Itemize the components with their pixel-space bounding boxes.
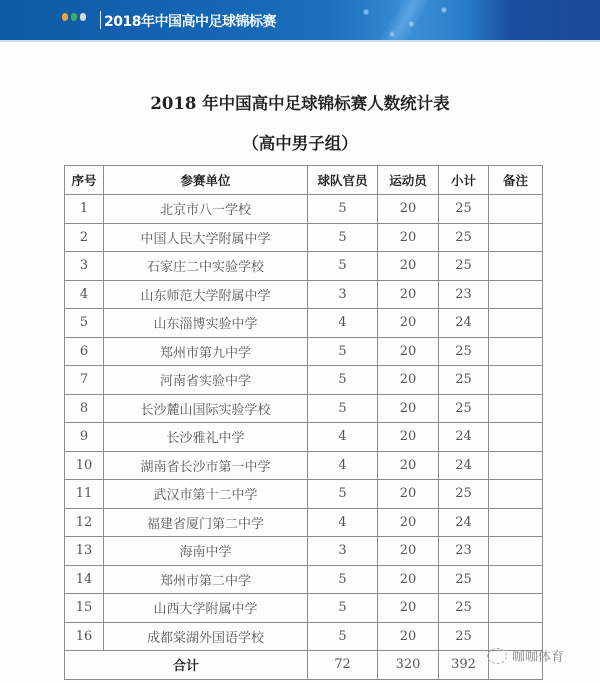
cell-unit: 郑州市第九中学: [104, 337, 308, 366]
table-total-row: [65, 651, 543, 680]
column-header-athletes: 运动员: [378, 166, 439, 195]
cell-note: [489, 594, 543, 623]
cell-unit: 石家庄二中实验学校: [104, 252, 308, 281]
cell-subtotal: 25: [439, 337, 489, 366]
cell-note: [489, 451, 543, 480]
cell-athletes: 20: [378, 252, 439, 281]
cell-athletes: 20: [378, 280, 439, 309]
table-row: [65, 423, 543, 452]
cell-no: 7: [65, 366, 104, 395]
cell-officials: 5: [308, 223, 378, 252]
cell-unit: 武汉市第十二中学: [104, 480, 308, 509]
cell-note: [489, 565, 543, 594]
cell-no: 3: [65, 252, 104, 281]
cell-officials: 5: [308, 366, 378, 395]
table-row: [65, 337, 543, 366]
cell-note: [489, 280, 543, 309]
cell-unit: 中国人民大学附属中学: [104, 223, 308, 252]
cell-unit: 河南省实验中学: [104, 366, 308, 395]
column-header-unit: 参赛单位: [104, 166, 308, 195]
cell-athletes: 20: [378, 622, 439, 651]
cell-note: [489, 337, 543, 366]
cell-subtotal: 23: [439, 280, 489, 309]
cell-officials: 5: [308, 337, 378, 366]
cell-officials: 5: [308, 565, 378, 594]
cell-subtotal: 25: [439, 394, 489, 423]
cell-unit: 成都棠湖外国语学校: [104, 622, 308, 651]
cell-note: [489, 423, 543, 452]
total-officials: 72: [308, 651, 378, 680]
cell-unit: 山东淄博实验中学: [104, 309, 308, 338]
cell-athletes: 20: [378, 309, 439, 338]
table-row: [65, 508, 543, 537]
cell-athletes: 20: [378, 451, 439, 480]
cell-no: 16: [65, 622, 104, 651]
table-row: [65, 565, 543, 594]
cell-athletes: 20: [378, 423, 439, 452]
table-row: [65, 394, 543, 423]
cell-subtotal: 25: [439, 223, 489, 252]
cell-subtotal: 24: [439, 451, 489, 480]
cell-athletes: 20: [378, 594, 439, 623]
table-row: [65, 537, 543, 566]
cell-subtotal: 25: [439, 480, 489, 509]
cell-note: [489, 309, 543, 338]
cell-subtotal: 25: [439, 195, 489, 224]
cell-unit: 福建省厦门第二中学: [104, 508, 308, 537]
cell-athletes: 20: [378, 366, 439, 395]
cell-no: 13: [65, 537, 104, 566]
cell-note: [489, 394, 543, 423]
cell-officials: 4: [308, 423, 378, 452]
watermark: [487, 646, 564, 665]
cell-subtotal: 24: [439, 423, 489, 452]
table-row: [65, 280, 543, 309]
table-header-row: [65, 166, 543, 195]
cell-unit: 湖南省长沙市第一中学: [104, 451, 308, 480]
cell-note: [489, 480, 543, 509]
document-title: 2018 年中国高中足球锦标赛人数统计表: [150, 94, 450, 113]
cell-officials: 5: [308, 594, 378, 623]
cell-no: 1: [65, 195, 104, 224]
cell-athletes: 20: [378, 337, 439, 366]
table-row: [65, 451, 543, 480]
cell-subtotal: 24: [439, 309, 489, 338]
cell-officials: 4: [308, 451, 378, 480]
cell-unit: 海南中学: [104, 537, 308, 566]
column-header-no: 序号: [65, 166, 104, 195]
cell-note: [489, 537, 543, 566]
table-row: [65, 594, 543, 623]
cell-athletes: 20: [378, 565, 439, 594]
cell-no: 15: [65, 594, 104, 623]
table-row: [65, 195, 543, 224]
cell-subtotal: 25: [439, 594, 489, 623]
banner-title: 2018年中国高中足球锦标赛: [104, 14, 276, 30]
cell-unit: 山东师范大学附属中学: [104, 280, 308, 309]
cell-no: 2: [65, 223, 104, 252]
cell-unit: 长沙麓山国际实验学校: [104, 394, 308, 423]
stats-table: [64, 165, 543, 680]
cell-athletes: 20: [378, 537, 439, 566]
column-header-note: 备注: [489, 166, 543, 195]
cell-no: 8: [65, 394, 104, 423]
cell-officials: 5: [308, 480, 378, 509]
table-row: [65, 223, 543, 252]
table-row: [65, 622, 543, 651]
table-row: [65, 366, 543, 395]
cell-no: 5: [65, 309, 104, 338]
total-subtotal: 392: [439, 651, 489, 680]
cell-note: [489, 508, 543, 537]
wechat-icon: [487, 648, 507, 664]
cell-subtotal: 25: [439, 366, 489, 395]
total-athletes: 320: [378, 651, 439, 680]
cell-unit: 山西大学附属中学: [104, 594, 308, 623]
cell-officials: 4: [308, 508, 378, 537]
total-label: 合计: [65, 651, 308, 680]
cell-officials: 5: [308, 195, 378, 224]
cell-no: 14: [65, 565, 104, 594]
table-row: [65, 309, 543, 338]
cell-subtotal: 25: [439, 565, 489, 594]
table-row: [65, 252, 543, 281]
cell-subtotal: 23: [439, 537, 489, 566]
watermark-text: 咖咖体育: [512, 650, 565, 665]
cell-athletes: 20: [378, 480, 439, 509]
cell-subtotal: 25: [439, 252, 489, 281]
cell-officials: 5: [308, 394, 378, 423]
cell-officials: 3: [308, 537, 378, 566]
cell-no: 12: [65, 508, 104, 537]
cell-officials: 4: [308, 309, 378, 338]
cell-athletes: 20: [378, 508, 439, 537]
cell-no: 10: [65, 451, 104, 480]
cell-no: 9: [65, 423, 104, 452]
document-subtitle: （高中男子组）: [242, 134, 358, 153]
cell-subtotal: 24: [439, 508, 489, 537]
cell-officials: 3: [308, 280, 378, 309]
banner-divider: [100, 11, 101, 29]
cell-officials: 5: [308, 252, 378, 281]
cell-note: [489, 366, 543, 395]
column-header-officials: 球队官员: [308, 166, 378, 195]
cell-note: [489, 195, 543, 224]
event-logo-icon: [62, 13, 86, 21]
cell-note: [489, 252, 543, 281]
cell-athletes: 20: [378, 394, 439, 423]
cell-no: 4: [65, 280, 104, 309]
cell-athletes: 20: [378, 223, 439, 252]
cell-unit: 长沙雅礼中学: [104, 423, 308, 452]
cell-no: 6: [65, 337, 104, 366]
column-header-subtotal: 小计: [439, 166, 489, 195]
cell-athletes: 20: [378, 195, 439, 224]
table-row: [65, 480, 543, 509]
table-body: [65, 195, 543, 651]
cell-note: [489, 223, 543, 252]
cell-no: 11: [65, 480, 104, 509]
banner-network-graphic: [340, 0, 470, 40]
cell-officials: 5: [308, 622, 378, 651]
header-banner: [0, 0, 600, 42]
cell-unit: 北京市八一学校: [104, 195, 308, 224]
cell-subtotal: 25: [439, 622, 489, 651]
cell-unit: 郑州市第二中学: [104, 565, 308, 594]
